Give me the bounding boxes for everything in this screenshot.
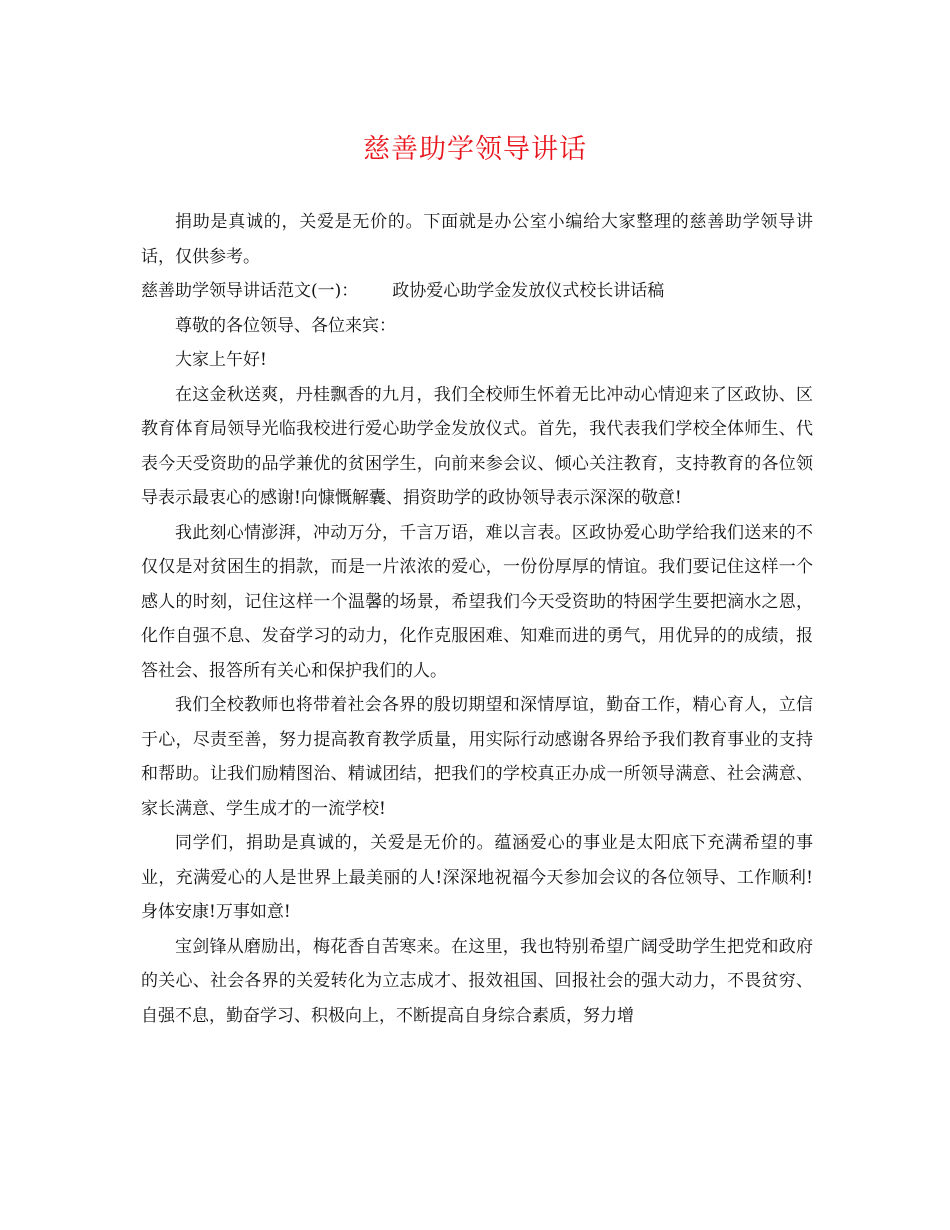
greeting: 大家上午好! xyxy=(175,350,267,370)
document-body xyxy=(141,205,813,1033)
document-title: 慈善助学领导讲话 xyxy=(363,134,587,165)
body-paragraph: 我此刻心情澎湃，冲动万分，千言万语，难以言表。区政协爱心助学给我们送来的不仅仅是对贫困生的捐款，而是一片浓浓的爱心，一份份厚厚的情谊。我们要记住这样一个感人的时刻，记住这样一个温馨的场景，希望我们今天受资助的特困学生要把滴水之恩，化作自强不息、发奋学习的动力，化作克服困难、知难而进的勇气，用优异的的成绩，报答社会、报答所有关心和保护我们的人。 xyxy=(141,522,813,681)
intro-paragraph: 捐助是真诚的，关爱是无价的。下面就是办公室小编给大家整理的慈善助学领导讲话，仅供参考。 xyxy=(141,212,813,267)
section-label: 慈善助学领导讲话范文(一)： xyxy=(141,281,359,301)
body-paragraph: 在这金秋送爽，丹桂飘香的九月，我们全校师生怀着无比冲动心情迎来了区政协、区教育体育局领导光临我校进行爱心助学金发放仪式。首先，我代表我们学校全体师生、代表今天受资助的品学兼优的贫困学生，向前来参会议、倾心关注教育，支持教育的各位领导表示最衷心的感谢!向慷慨解囊、捐资助学的政协领导表示深深的敬意! xyxy=(141,384,813,508)
body-paragraph: 我们全校教师也将带着社会各界的殷切期望和深情厚谊，勤奋工作，精心育人，立信于心，尽责至善，努力提高教育教学质量，用实际行动感谢各界给予我们教育事业的支持和帮助。让我们励精图治、精诚团结，把我们的学校真正办成一所领导满意、社会满意、家长满意、学生成才的一流学校! xyxy=(141,695,813,819)
body-paragraph: 同学们，捐助是真诚的，关爱是无价的。蕴涵爱心的事业是太阳底下充满希望的事业，充满爱心的人是世界上最美丽的人!深深地祝福今天参加会议的各位领导、工作顺利!身体安康!万事如意! xyxy=(141,833,813,922)
body-paragraph: 宝剑锋从磨励出，梅花香自苦寒来。在这里，我也特别希望广阔受助学生把党和政府的关心、社会各界的关爱转化为立志成才、报效祖国、回报社会的强大动力，不畏贫穷、自强不息，勤奋学习、积极向上，不断提高自身综合素质，努力增 xyxy=(141,936,813,1026)
salutation: 尊敬的各位领导、各位来宾： xyxy=(175,315,396,336)
section-heading xyxy=(141,274,813,309)
section-subtitle: 政协爱心助学金发放仪式校长讲话稿 xyxy=(392,281,665,301)
